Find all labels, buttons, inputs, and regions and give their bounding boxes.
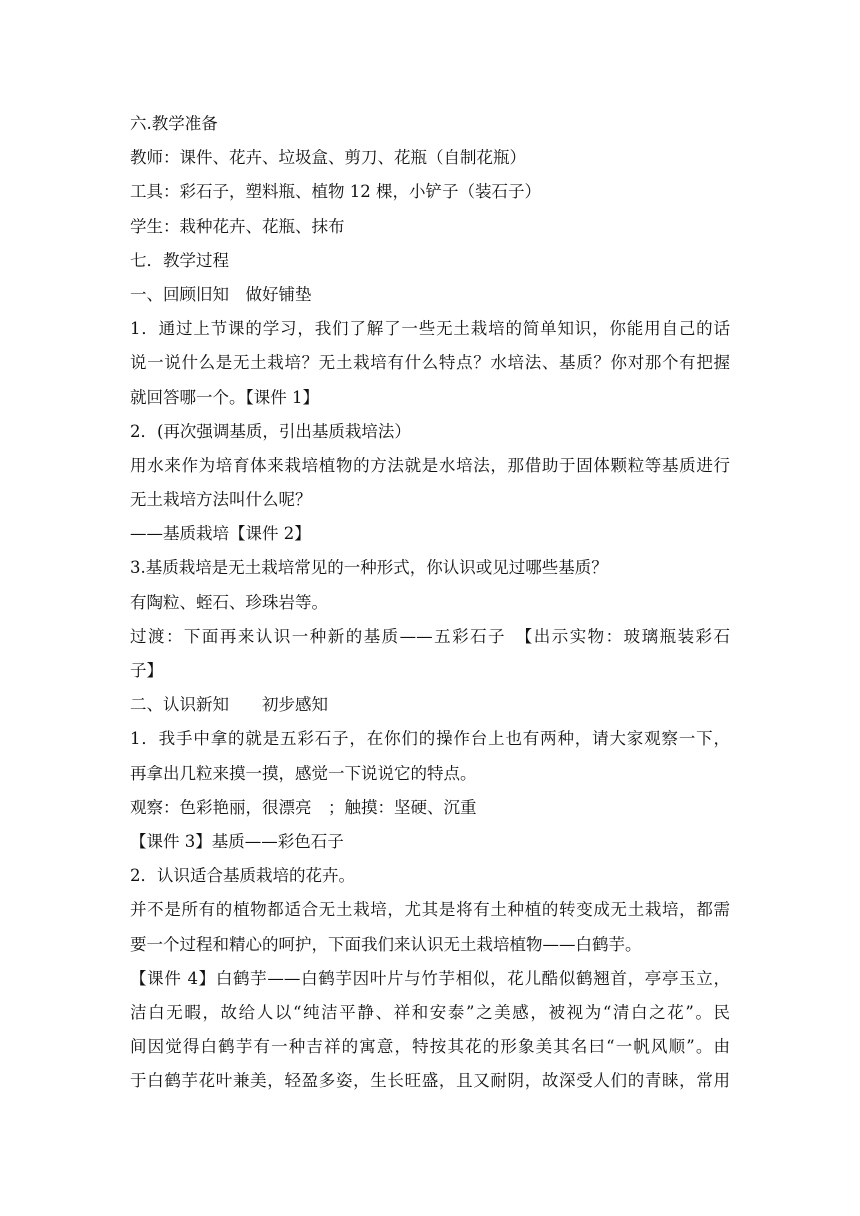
- text-line: 要一个过程和精心的呵护，下面我们来认识无土栽培植物——白鹤芋。: [130, 934, 642, 954]
- text-line: 无土栽培方法叫什么呢？: [130, 490, 312, 510]
- text-line: 有陶粒、蛭石、珍珠岩等。: [130, 592, 328, 612]
- text-line: 于白鹤芋花叶兼美，轻盈多姿，生长旺盛，且又耐阴，故深受人们的青睐，常用: [130, 1071, 730, 1091]
- text-line: 学生：栽种花卉、花瓶、抹布: [130, 216, 345, 236]
- text-line: 说一说什么是无土栽培？无土栽培有什么特点？水培法、基质？你对那个有把握: [130, 353, 730, 373]
- section-heading-process: 七．教学过程: [130, 250, 229, 270]
- text-line: 间因觉得白鹤芋有一种吉祥的寓意，特按其花的形象美其名曰“一帆风顺”。由: [130, 1037, 730, 1057]
- text-line: 就回答哪一个。【课件 1】: [130, 387, 319, 407]
- text-line: 子】: [130, 661, 163, 680]
- text-line: 2．(再次强调基质，引出基质栽培法）: [130, 421, 411, 441]
- subsection-heading-review: 一、回顾旧知 做好铺垫: [130, 284, 312, 304]
- text-line: 并不是所有的植物都适合无土栽培，尤其是将有土种植的转变成无土栽培，都需: [130, 900, 730, 920]
- section-heading-preparation: 六.教学准备: [130, 114, 218, 133]
- subsection-heading-new-knowledge: 二、认识新知 初步感知: [130, 695, 328, 715]
- text-line: 再拿出几粒来摸一摸，感觉一下说说它的特点。: [130, 763, 477, 783]
- text-line: 用水来作为培育体来栽培植物的方法就是水培法，那借助于固体颗粒等基质进行: [130, 455, 730, 475]
- text-line: 1．我手中拿的就是五彩石子，在你们的操作台上也有两种，请大家观察一下，: [130, 729, 730, 749]
- document-body: [130, 107, 730, 1098]
- text-line: 洁白无暇，故给人以“纯洁平静、祥和安泰”之美感，被视为“清白之花”。民: [130, 1002, 730, 1022]
- text-line: ——基质栽培【课件 2】: [130, 524, 311, 544]
- text-line: 【课件 4】白鹤芋——白鹤芋因叶片与竹芋相似，花儿酷似鹤翘首，亭亭玉立，: [130, 968, 730, 988]
- text-line: 教师：课件、花卉、垃圾盒、剪刀、花瓶（自制花瓶）: [130, 148, 526, 168]
- text-line: 1．通过上节课的学习，我们了解了一些无土栽培的简单知识，你能用自己的话: [130, 319, 730, 339]
- text-line: 【课件 3】基质——彩色石子: [130, 831, 344, 851]
- text-line: 2．认识适合基质栽培的花卉。: [130, 866, 355, 886]
- text-line: 过渡：下面再来认识一种新的基质——五彩石子 【出示实物：玻璃瓶装彩石: [130, 626, 730, 646]
- text-line: 观察：色彩艳丽，很漂亮 ；触摸：坚硬、沉重: [130, 797, 477, 817]
- text-line: 工具：彩石子，塑料瓶、植物 12 棵，小铲子（装石子）: [130, 182, 541, 202]
- text-line: 3.基质栽培是无土栽培常见的一种形式，你认识或见过哪些基质？: [130, 558, 608, 578]
